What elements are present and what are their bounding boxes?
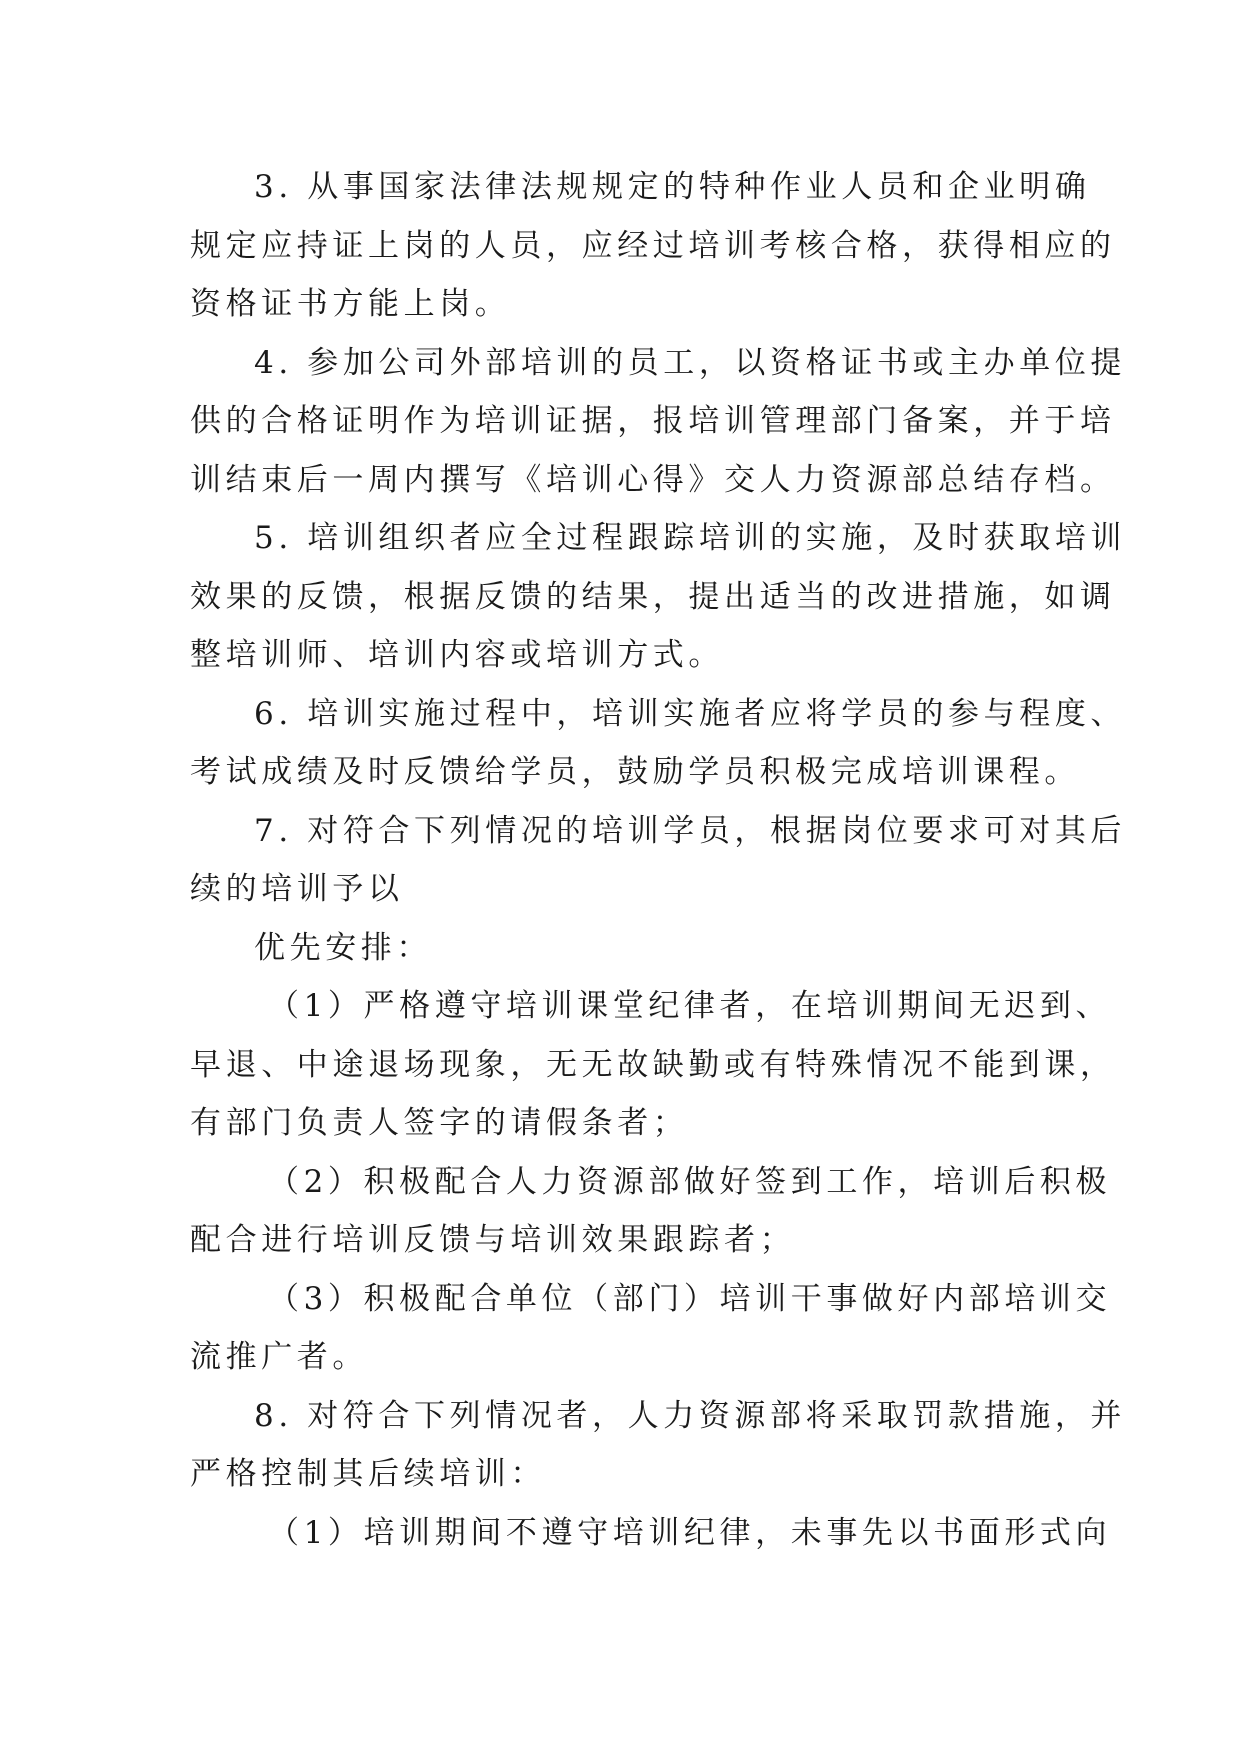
text-line: 早退、中途退场现象，无无故缺勤或有特殊情况不能到课， (190, 1046, 1116, 1083)
text-line: 4. 参加公司外部培训的员工，以资格证书或主办单位提 (254, 344, 1127, 381)
text-line: 规定应持证上岗的人员，应经过培训考核合格，获得相应的 (190, 227, 1116, 264)
text-line: 考试成绩及时反馈给学员，鼓励学员积极完成培训课程。 (190, 754, 1080, 790)
text-line: 7. 对符合下列情况的培训学员，根据岗位要求可对其后 (254, 812, 1127, 849)
text-line: 配合进行培训反馈与培训效果跟踪者； (190, 1222, 796, 1258)
text-line: 整培训师、培训内容或培训方式。 (190, 637, 724, 673)
text-line: 严格控制其后续培训： (190, 1456, 546, 1492)
text-line: 5. 培训组织者应全过程跟踪培训的实施，及时获取培训 (254, 520, 1127, 556)
text-line: （3）积极配合单位（部门）培训干事做好内部培训交 (268, 1280, 1112, 1317)
text-line: 供的合格证明作为培训证据，报培训管理部门备案，并于培 (190, 403, 1116, 439)
text-line: 续的培训予以 (190, 871, 404, 907)
text-line: （1）严格遵守培训课堂纪律者，在培训期间无迟到、 (268, 988, 1112, 1024)
text-line: 3. 从事国家法律法规规定的特种作业人员和企业明确 (254, 169, 1091, 205)
text-line: 有部门负责人签字的请假条者； (190, 1105, 689, 1141)
text-line: 8. 对符合下列情况者，人力资源部将采取罚款措施，并 (254, 1397, 1127, 1434)
text-line: 优先安排： (254, 929, 432, 966)
document-body (190, 158, 1127, 1562)
text-line: 训结束后一周内撰写《培训心得》交人力资源部总结存档。 (190, 461, 1116, 498)
text-line: （1）培训期间不遵守培训纪律，未事先以书面形式向 (268, 1514, 1112, 1551)
text-line: 6. 培训实施过程中，培训实施者应将学员的参与程度、 (254, 695, 1127, 732)
text-line: （2）积极配合人力资源部做好签到工作，培训后积极 (268, 1163, 1112, 1200)
text-line: 流推广者。 (190, 1339, 368, 1375)
text-line: 资格证书方能上岗。 (190, 286, 511, 322)
text-line: 效果的反馈，根据反馈的结果，提出适当的改进措施，如调 (190, 578, 1116, 615)
